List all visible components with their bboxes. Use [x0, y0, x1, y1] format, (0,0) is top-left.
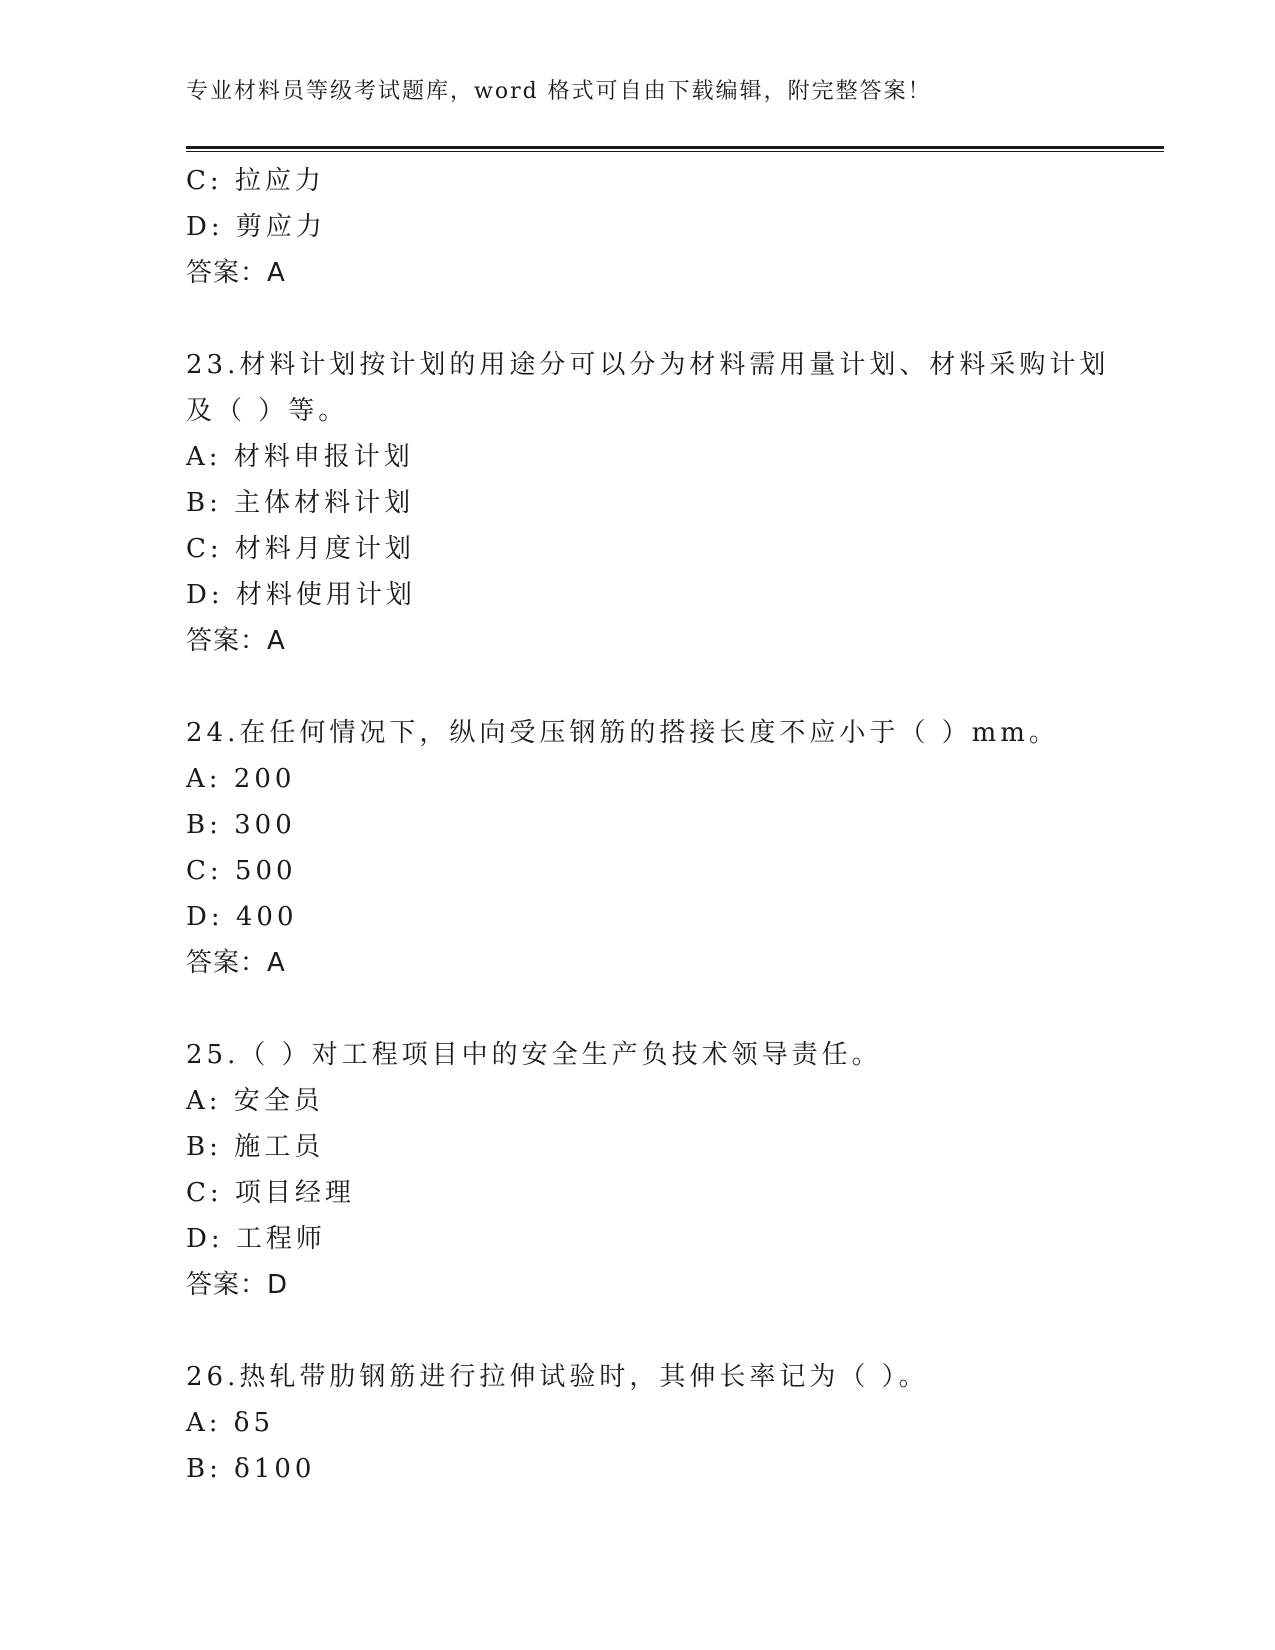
spacer [186, 664, 1166, 710]
option-a: A: δ5 [186, 1408, 274, 1438]
question-content [186, 158, 1166, 1492]
spacer [186, 986, 1166, 1032]
option-b: B: 主体材料计划 [186, 488, 415, 518]
partial-question-22 [186, 158, 1166, 296]
option-d: D: 剪应力 [186, 212, 326, 242]
option-b: B: 施工员 [186, 1132, 325, 1162]
answer-line: 答案：A [186, 626, 286, 656]
question-26 [186, 1354, 1166, 1492]
option-b: B: δ100 [186, 1454, 316, 1484]
question-stem: 24.在任何情况下，纵向受压钢筋的搭接长度不应小于（ ）mm。 [186, 718, 1059, 748]
question-stem: 25.（ ）对工程项目中的安全生产负技术领导责任。 [186, 1040, 882, 1070]
spacer [186, 1308, 1166, 1354]
option-a: A: 安全员 [186, 1086, 324, 1116]
answer-line: 答案：A [186, 948, 286, 978]
answer-line: 答案：A [186, 258, 286, 288]
option-c: C: 项目经理 [186, 1178, 355, 1208]
question-stem: 26.热轧带肋钢筋进行拉伸试验时，其伸长率记为（ ）。 [186, 1362, 929, 1392]
option-d: D: 工程师 [186, 1224, 326, 1254]
option-c: C: 材料月度计划 [186, 534, 415, 564]
question-25 [186, 1032, 1166, 1308]
option-d: D: 400 [186, 902, 298, 932]
spacer [186, 296, 1166, 342]
question-stem-continued: 及（ ）等。 [186, 396, 349, 426]
question-stem: 23.材料计划按计划的用途分可以分为材料需用量计划、材料采购计划 [186, 350, 1110, 380]
option-c: C: 500 [186, 856, 297, 886]
header-divider [186, 146, 1164, 152]
option-a: A: 200 [186, 764, 296, 794]
option-d: D: 材料使用计划 [186, 580, 416, 610]
question-23 [186, 342, 1166, 664]
page-header: 专业材料员等级考试题库，word 格式可自由下载编辑，附完整答案！ [186, 79, 932, 104]
option-a: A: 材料申报计划 [186, 442, 414, 472]
question-24 [186, 710, 1166, 986]
answer-line: 答案：D [186, 1270, 289, 1300]
option-c: C: 拉应力 [186, 166, 325, 196]
option-b: B: 300 [186, 810, 296, 840]
